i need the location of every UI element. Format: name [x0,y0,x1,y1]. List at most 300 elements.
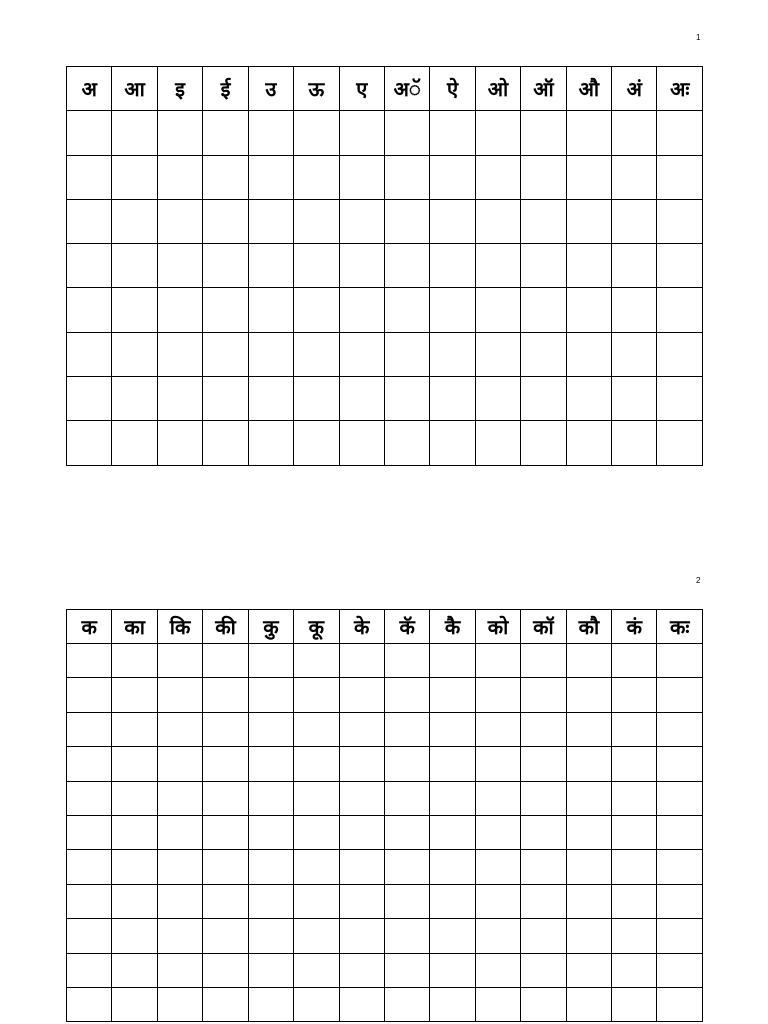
practice-row [67,747,703,781]
practice-cell [475,850,520,884]
practice-cell [248,919,293,953]
practice-cell [566,421,611,465]
practice-cell [339,815,384,849]
practice-cell [294,111,339,155]
practice-cell [339,377,384,421]
practice-cell [612,712,657,746]
practice-cell [475,919,520,953]
practice-cell [294,644,339,678]
practice-cell [384,244,429,288]
letter-header-cell: अ [67,67,112,111]
practice-cell [203,781,248,815]
letter-header-cell: ऑ [521,67,566,111]
practice-cell [384,332,429,376]
practice-row [67,678,703,712]
practice-cell [566,199,611,243]
practice-cell [612,781,657,815]
practice-cell [430,332,475,376]
barakhadi-practice-grid [66,609,703,1022]
practice-row [67,815,703,849]
practice-cell [248,678,293,712]
practice-cell [203,199,248,243]
practice-cell [157,244,202,288]
practice-cell [384,850,429,884]
letter-header-cell: कौ [566,610,611,644]
practice-cell [112,781,157,815]
practice-cell [67,850,112,884]
practice-cell [521,244,566,288]
practice-cell [157,421,202,465]
practice-cell [521,199,566,243]
header-row [67,610,703,644]
practice-cell [112,815,157,849]
practice-cell [112,747,157,781]
practice-cell [566,644,611,678]
letter-header-cell: को [475,610,520,644]
practice-cell [203,919,248,953]
practice-cell [294,421,339,465]
practice-cell [339,678,384,712]
practice-cell [566,332,611,376]
practice-cell [384,747,429,781]
practice-cell [384,377,429,421]
practice-cell [430,377,475,421]
practice-cell [248,332,293,376]
practice-cell [657,111,703,155]
practice-row [67,332,703,376]
practice-cell [566,747,611,781]
practice-cell [430,815,475,849]
practice-row [67,421,703,465]
practice-cell [475,953,520,987]
practice-cell [339,781,384,815]
practice-row [67,199,703,243]
letter-header-cell: कू [294,610,339,644]
practice-cell [339,644,384,678]
practice-cell [248,111,293,155]
letter-header-cell: इ [157,67,202,111]
practice-cell [612,421,657,465]
practice-cell [112,155,157,199]
practice-cell [430,747,475,781]
practice-cell [203,712,248,746]
practice-cell [657,155,703,199]
practice-cell [203,332,248,376]
practice-cell [112,678,157,712]
practice-cell [203,377,248,421]
practice-cell [294,155,339,199]
practice-cell [521,155,566,199]
letter-header-cell: ई [203,67,248,111]
practice-cell [157,919,202,953]
practice-cell [339,919,384,953]
letter-header-cell: कॅ [384,610,429,644]
practice-cell [294,332,339,376]
practice-row [67,712,703,746]
letter-header-cell: औ [566,67,611,111]
practice-cell [657,919,703,953]
practice-cell [521,781,566,815]
practice-cell [566,288,611,332]
practice-cell [203,111,248,155]
practice-cell [612,288,657,332]
practice-cell [157,712,202,746]
practice-cell [112,712,157,746]
practice-cell [67,919,112,953]
practice-cell [157,332,202,376]
practice-cell [612,987,657,1021]
practice-cell [339,712,384,746]
letter-header-cell: अॅ [384,67,429,111]
practice-cell [566,919,611,953]
practice-cell [203,953,248,987]
practice-cell [203,421,248,465]
practice-cell [475,377,520,421]
practice-cell [294,288,339,332]
practice-cell [657,244,703,288]
practice-cell [521,712,566,746]
practice-cell [248,712,293,746]
practice-cell [294,712,339,746]
practice-cell [67,884,112,918]
practice-cell [248,421,293,465]
practice-cell [657,288,703,332]
letter-header-cell: के [339,610,384,644]
practice-cell [657,781,703,815]
practice-cell [294,377,339,421]
practice-cell [612,884,657,918]
practice-cell [248,884,293,918]
practice-cell [339,155,384,199]
practice-cell [521,987,566,1021]
practice-cell [521,288,566,332]
practice-row [67,884,703,918]
practice-cell [430,111,475,155]
practice-cell [67,747,112,781]
practice-cell [475,884,520,918]
practice-cell [521,644,566,678]
practice-cell [475,712,520,746]
practice-cell [248,288,293,332]
practice-cell [384,953,429,987]
practice-cell [475,987,520,1021]
practice-cell [566,815,611,849]
practice-cell [339,332,384,376]
practice-cell [112,377,157,421]
practice-cell [430,244,475,288]
practice-cell [112,953,157,987]
practice-cell [384,919,429,953]
practice-cell [566,111,611,155]
practice-cell [475,644,520,678]
practice-cell [612,747,657,781]
practice-cell [430,288,475,332]
practice-cell [294,747,339,781]
practice-cell [203,884,248,918]
practice-cell [157,111,202,155]
practice-cell [203,644,248,678]
practice-row [67,919,703,953]
practice-cell [475,199,520,243]
practice-cell [430,850,475,884]
letter-header-cell: की [203,610,248,644]
practice-cell [112,288,157,332]
practice-cell [67,712,112,746]
practice-cell [157,953,202,987]
practice-row [67,987,703,1021]
practice-cell [294,199,339,243]
practice-cell [566,678,611,712]
practice-cell [521,377,566,421]
page-number: 2 [696,576,701,585]
practice-cell [294,678,339,712]
practice-cell [203,987,248,1021]
practice-cell [112,111,157,155]
letter-header-cell: ए [339,67,384,111]
practice-row [67,850,703,884]
practice-cell [521,815,566,849]
practice-cell [384,288,429,332]
practice-cell [657,884,703,918]
letter-header-cell: कि [157,610,202,644]
practice-cell [248,199,293,243]
practice-cell [612,850,657,884]
practice-cell [475,678,520,712]
practice-cell [384,884,429,918]
practice-cell [203,850,248,884]
practice-cell [612,377,657,421]
practice-cell [430,199,475,243]
practice-cell [521,919,566,953]
practice-cell [67,953,112,987]
practice-row [67,781,703,815]
practice-cell [475,332,520,376]
practice-row [67,644,703,678]
practice-cell [67,244,112,288]
practice-cell [384,421,429,465]
practice-cell [521,850,566,884]
practice-cell [521,332,566,376]
practice-cell [248,747,293,781]
practice-cell [67,111,112,155]
practice-cell [657,332,703,376]
practice-cell [657,678,703,712]
practice-cell [521,884,566,918]
practice-cell [657,377,703,421]
practice-cell [475,815,520,849]
practice-cell [203,244,248,288]
practice-cell [112,884,157,918]
practice-cell [612,644,657,678]
practice-cell [612,155,657,199]
practice-cell [384,644,429,678]
practice-cell [612,953,657,987]
letter-header-cell: आ [112,67,157,111]
practice-cell [203,678,248,712]
practice-cell [339,288,384,332]
practice-cell [67,987,112,1021]
practice-cell [475,155,520,199]
practice-cell [475,781,520,815]
practice-cell [294,953,339,987]
practice-cell [339,199,384,243]
practice-row [67,953,703,987]
practice-cell [384,678,429,712]
practice-row [67,244,703,288]
practice-row [67,155,703,199]
practice-cell [67,288,112,332]
practice-cell [566,987,611,1021]
practice-cell [339,850,384,884]
practice-cell [294,781,339,815]
practice-cell [657,199,703,243]
practice-cell [521,747,566,781]
practice-cell [112,421,157,465]
vowel-practice-grid [66,66,703,466]
practice-cell [339,987,384,1021]
practice-cell [384,712,429,746]
letter-header-cell: का [112,610,157,644]
practice-cell [612,199,657,243]
letter-header-cell: उ [248,67,293,111]
practice-cell [157,377,202,421]
practice-cell [67,332,112,376]
letter-header-cell: अः [657,67,703,111]
practice-cell [475,747,520,781]
practice-cell [475,111,520,155]
letter-header-cell: कं [612,610,657,644]
practice-cell [294,850,339,884]
practice-cell [566,244,611,288]
practice-cell [612,332,657,376]
practice-cell [112,644,157,678]
practice-cell [566,712,611,746]
practice-cell [157,815,202,849]
practice-cell [112,199,157,243]
practice-cell [566,377,611,421]
practice-cell [384,111,429,155]
practice-cell [657,987,703,1021]
practice-cell [475,244,520,288]
practice-cell [657,747,703,781]
practice-row [67,377,703,421]
practice-cell [112,332,157,376]
practice-cell [112,244,157,288]
practice-row [67,288,703,332]
practice-cell [566,884,611,918]
practice-cell [430,678,475,712]
practice-cell [67,815,112,849]
page-number: 1 [696,33,701,42]
practice-cell [67,678,112,712]
practice-cell [657,421,703,465]
practice-cell [430,987,475,1021]
practice-cell [612,244,657,288]
letter-header-cell: अं [612,67,657,111]
practice-cell [657,712,703,746]
practice-cell [157,850,202,884]
letter-header-cell: क [67,610,112,644]
practice-cell [157,288,202,332]
practice-cell [657,953,703,987]
practice-cell [157,781,202,815]
practice-cell [112,919,157,953]
practice-cell [521,421,566,465]
letter-header-cell: ओ [475,67,520,111]
practice-cell [248,987,293,1021]
practice-cell [521,678,566,712]
practice-cell [430,644,475,678]
letter-header-cell: कै [430,610,475,644]
letter-header-cell: ऊ [294,67,339,111]
practice-cell [203,747,248,781]
practice-cell [112,850,157,884]
practice-cell [657,644,703,678]
practice-cell [657,850,703,884]
practice-cell [475,288,520,332]
practice-cell [612,678,657,712]
practice-cell [339,953,384,987]
letter-header-cell: ऐ [430,67,475,111]
practice-cell [566,781,611,815]
practice-cell [339,111,384,155]
practice-cell [67,377,112,421]
practice-cell [248,155,293,199]
practice-cell [248,953,293,987]
practice-cell [566,850,611,884]
header-row [67,67,703,111]
practice-cell [248,781,293,815]
practice-cell [339,244,384,288]
practice-cell [612,111,657,155]
practice-cell [248,244,293,288]
practice-cell [157,987,202,1021]
practice-cell [566,155,611,199]
practice-cell [112,987,157,1021]
practice-cell [339,747,384,781]
practice-cell [294,815,339,849]
practice-cell [157,678,202,712]
practice-cell [384,987,429,1021]
practice-cell [339,884,384,918]
practice-cell [657,815,703,849]
practice-cell [430,919,475,953]
practice-row [67,111,703,155]
practice-cell [67,644,112,678]
practice-cell [521,111,566,155]
practice-cell [248,644,293,678]
practice-cell [521,953,566,987]
practice-cell [294,244,339,288]
practice-cell [612,815,657,849]
practice-cell [612,919,657,953]
practice-cell [157,747,202,781]
practice-cell [339,421,384,465]
practice-cell [248,850,293,884]
practice-cell [157,199,202,243]
practice-cell [203,288,248,332]
practice-cell [157,644,202,678]
practice-cell [384,781,429,815]
practice-cell [294,987,339,1021]
practice-cell [430,781,475,815]
practice-cell [475,421,520,465]
practice-cell [67,155,112,199]
practice-cell [67,781,112,815]
practice-cell [430,712,475,746]
practice-cell [430,421,475,465]
practice-cell [430,884,475,918]
